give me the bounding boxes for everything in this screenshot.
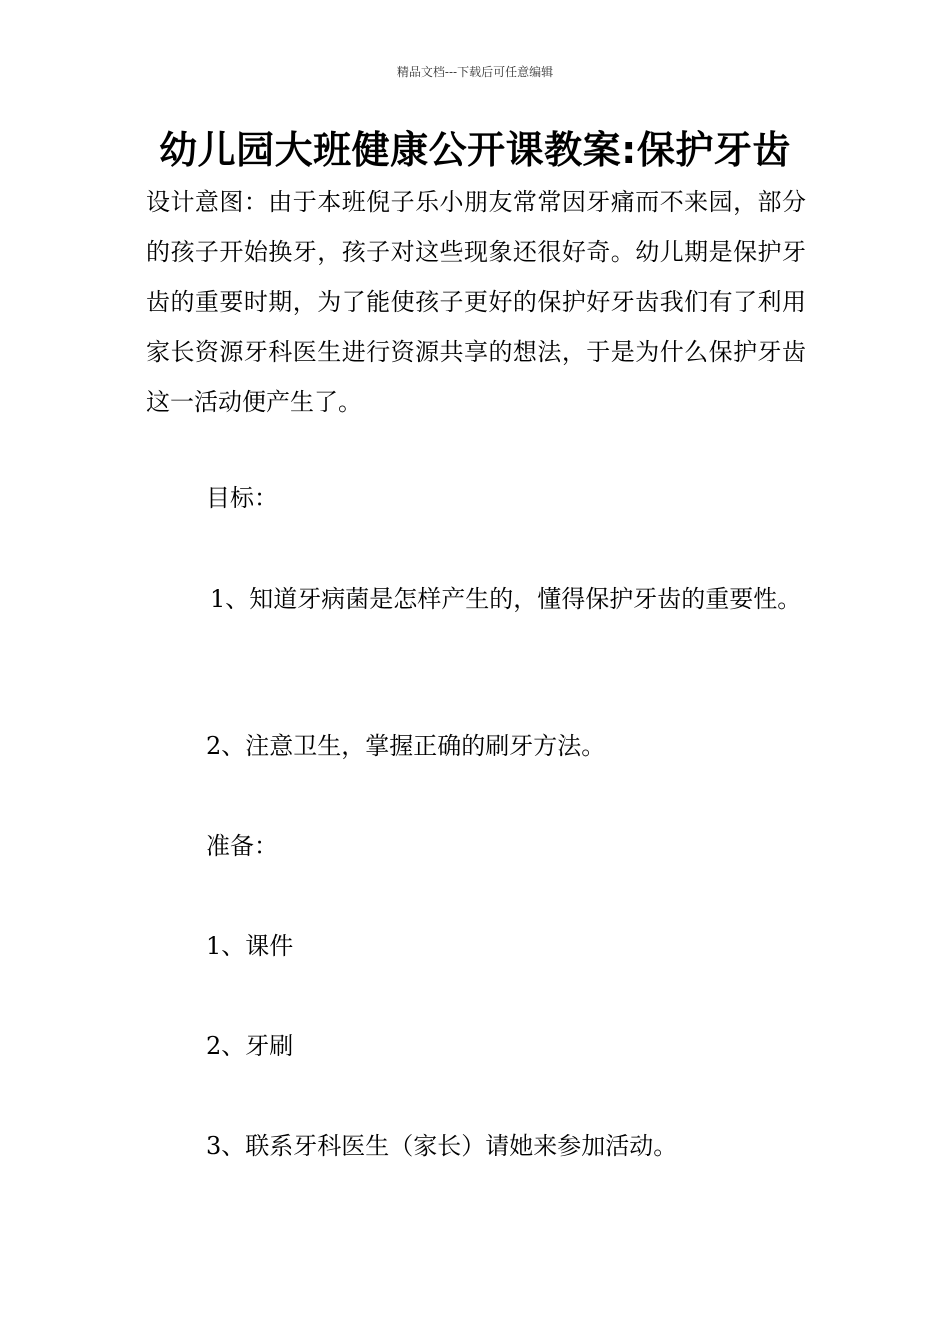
goal-item-2: 2、注意卫生，掌握正确的刷牙方法。 xyxy=(206,732,606,760)
preparation-item-1: 1、课件 xyxy=(206,932,294,960)
design-intent-paragraph: 设计意图：由于本班倪子乐小朋友常常因牙痛而不来园，部分的孩子开始换牙，孩子对这些现象还很好奇。幼儿期是保护牙齿的重要时期，为了能使孩子更好的保护好牙齿我们有了利用家长资源牙科医生进行资源共享的想法，于是为什么保护牙齿这一活动便产生了。 xyxy=(146,188,806,416)
header-note: 精品文档---下载后可任意编辑 xyxy=(396,65,554,79)
preparation-item-2: 2、牙刷 xyxy=(206,1032,294,1060)
page-title: 幼儿园大班健康公开课教案:保护牙齿 xyxy=(159,128,791,172)
preparation-item-3: 3、联系牙科医生（家长）请她来参加活动。 xyxy=(206,1132,678,1160)
goal-item-1: 1、知道牙病菌是怎样产生的，懂得保护牙齿的重要性。 xyxy=(210,585,802,613)
goals-heading: 目标： xyxy=(206,484,278,512)
preparation-heading: 准备： xyxy=(206,832,278,860)
